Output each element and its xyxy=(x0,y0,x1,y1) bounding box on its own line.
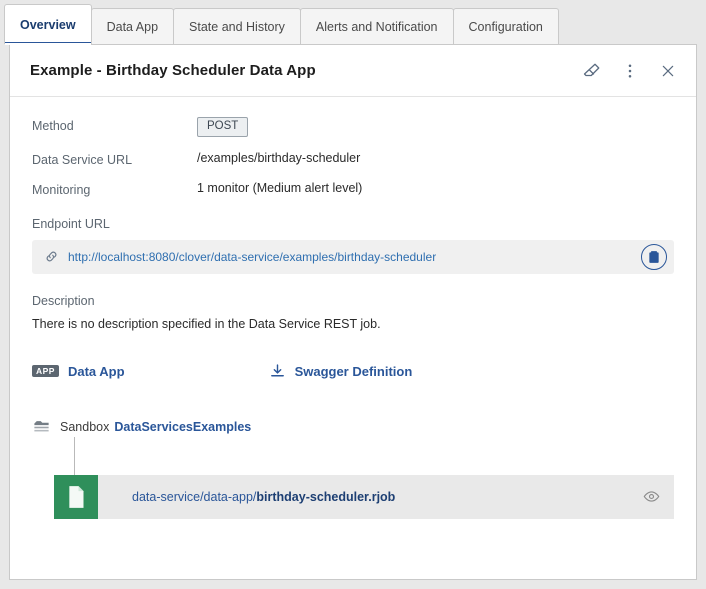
eraser-icon[interactable] xyxy=(578,57,606,85)
window-bottom-edge xyxy=(0,580,706,589)
method-label: Method xyxy=(32,119,74,133)
endpoint-url-label: Endpoint URL xyxy=(32,216,110,231)
description-label: Description xyxy=(32,293,95,308)
description-text: There is no description specified in the Data Service REST job. xyxy=(32,316,381,331)
tab-overview[interactable] xyxy=(4,4,92,44)
tab-data-app-label: Data App xyxy=(106,19,159,34)
overview-panel xyxy=(9,44,697,580)
monitoring-value: 1 monitor (Medium alert level) xyxy=(197,180,363,195)
tab-configuration[interactable] xyxy=(453,8,559,44)
data-app-link[interactable] xyxy=(32,364,125,379)
page-title: Example - Birthday Scheduler Data App xyxy=(30,62,316,79)
sandbox-icon xyxy=(32,418,51,437)
file-row[interactable] xyxy=(54,475,674,519)
endpoint-url-link[interactable]: http://localhost:8080/clover/data-service/examples/birthday-scheduler xyxy=(68,249,437,264)
header-actions xyxy=(578,57,682,85)
endpoint-url-box xyxy=(32,240,674,274)
row-method xyxy=(32,117,674,137)
method-value-wrap xyxy=(197,117,248,137)
tab-state-and-history-label: State and History xyxy=(189,19,285,34)
row-monitoring xyxy=(32,181,674,197)
sandbox-name-link[interactable]: DataServicesExamples xyxy=(114,420,252,435)
method-badge: POST xyxy=(197,117,248,137)
tab-alerts-and-notification-label: Alerts and Notification xyxy=(315,19,438,34)
swagger-definition-link[interactable] xyxy=(269,363,413,380)
sandbox-row xyxy=(32,418,674,437)
tree-connector xyxy=(74,437,75,475)
data-service-url-value: /examples/birthday-scheduler xyxy=(197,150,361,165)
file-path xyxy=(132,490,395,504)
file-path-prefix: data-service/data-app/ xyxy=(132,489,257,504)
panel-header xyxy=(10,45,696,97)
tab-state-and-history[interactable] xyxy=(173,8,301,44)
close-icon[interactable] xyxy=(654,57,682,85)
app-badge-icon: APP xyxy=(32,365,59,378)
more-vertical-icon[interactable] xyxy=(616,57,644,85)
swagger-definition-label: Swagger Definition xyxy=(294,363,413,379)
row-data-service-url xyxy=(32,151,674,167)
file-name-text: birthday-scheduler.rjob xyxy=(256,489,396,504)
sandbox-label: Sandbox xyxy=(60,420,110,435)
resource-links xyxy=(32,363,674,380)
file-icon xyxy=(54,475,98,519)
clipboard-icon[interactable] xyxy=(641,244,667,270)
tab-alerts-and-notification[interactable] xyxy=(300,8,454,44)
tab-overview-label: Overview xyxy=(20,17,76,32)
eye-icon[interactable] xyxy=(643,488,660,505)
download-icon xyxy=(269,363,286,380)
tab-data-app[interactable] xyxy=(91,8,174,44)
data-app-link-label: Data App xyxy=(67,363,125,379)
tab-bar xyxy=(0,0,706,44)
monitoring-label: Monitoring xyxy=(32,182,91,197)
panel-body xyxy=(10,97,696,519)
link-icon xyxy=(44,249,59,264)
data-service-url-label: Data Service URL xyxy=(32,152,133,167)
tab-configuration-label: Configuration xyxy=(468,19,543,34)
